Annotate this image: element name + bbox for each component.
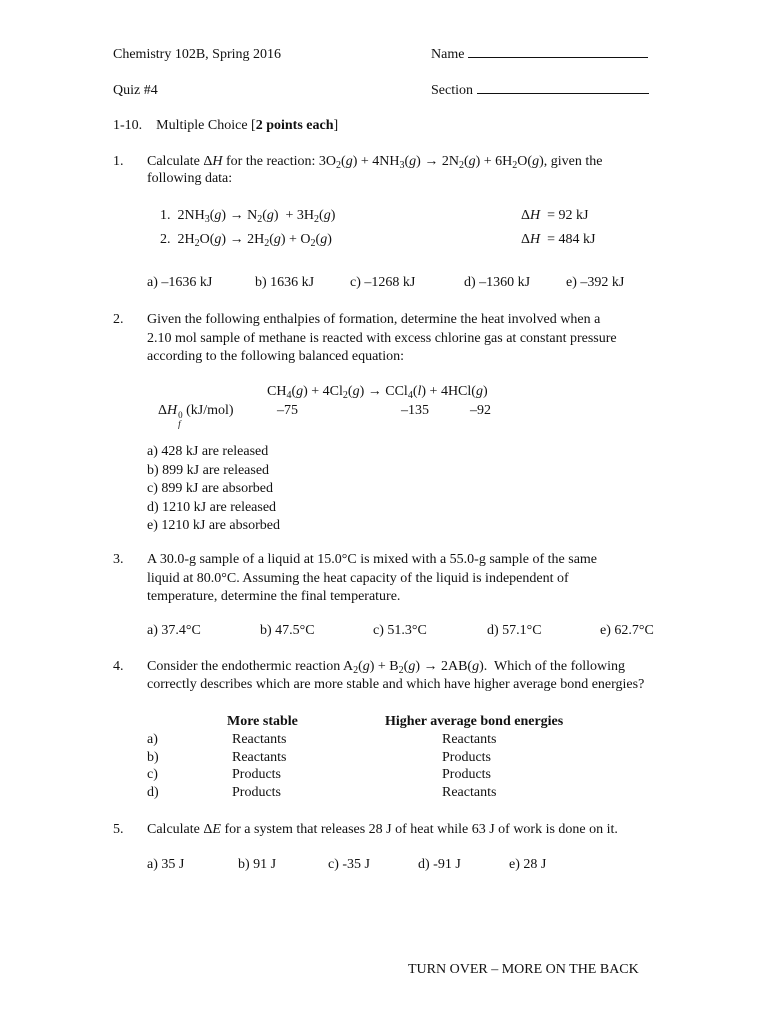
q4-row-stable: Reactants — [232, 732, 287, 747]
q4-labels — [147, 731, 159, 801]
section-label: Section — [431, 83, 473, 98]
q2-choice-e: e) 1210 kJ are absorbed — [147, 518, 280, 533]
q2-value-ccl4: –135 — [401, 403, 429, 418]
q4-row-energy: Products — [442, 767, 491, 782]
q2-line: 2.10 mol sample of methane is reacted with excess chlorine gas at constant pressure — [147, 330, 617, 346]
q2-line: Given the following enthalpies of formation, determine the heat involved when a — [147, 312, 601, 327]
q4-row-energy: Products — [442, 749, 491, 765]
q3-line: A 30.0-g sample of a liquid at 15.0°C is mixed with a 55.0-g sample of the same — [147, 552, 598, 567]
q4-number: 4. — [113, 659, 124, 674]
q3-choice-d: d) 57.1°C — [487, 623, 542, 638]
q2-choices — [147, 443, 280, 535]
q5-choice-c: c) -35 J — [328, 857, 370, 872]
q4-text-line1: Consider the endothermic reaction $A_2(g) + B_2(g) \to 2AB(g)$. Which of the following — [147, 659, 626, 676]
q1-number: 1. — [113, 154, 124, 169]
q4-row-stable: Products — [232, 767, 281, 782]
turn-over-note: TURN OVER – MORE ON THE BACK — [408, 962, 639, 977]
q2-choice-a: a) 428 kJ are released — [147, 444, 269, 459]
q3-choice-e: e) 62.7°C — [600, 623, 654, 638]
q3-line: temperature, determine the final temperature. — [147, 589, 401, 604]
instructions-range: 1-10. — [113, 118, 143, 133]
course-title: Chemistry 102B, Spring 2016 — [113, 47, 282, 62]
q2-text — [147, 311, 617, 366]
q3-choice-b: b) 47.5°C — [260, 623, 315, 638]
q5-choice-b: b) 91 J — [238, 857, 277, 872]
q4-header-stable: More stable — [227, 714, 298, 729]
q5-choice-e: e) 28 J — [509, 857, 547, 872]
q2-number: 2. — [113, 312, 124, 327]
q1-text-line2: following data: — [147, 171, 233, 186]
instructions-points: 2 points each — [255, 118, 334, 133]
q1-choice-c: c) –1268 kJ — [350, 275, 416, 290]
q3-choice-c: c) 51.3°C — [373, 623, 427, 638]
q4-row-label: d) — [147, 784, 159, 800]
name-label: Name — [431, 47, 465, 62]
q1-given-1: 1. $2NH_3(g) \to N_2(g) + 3H_2(g)$ — [160, 208, 336, 225]
q5-number: 5. — [113, 822, 124, 837]
q4-row-label: c) — [147, 767, 158, 782]
q1-choice-a: a) –1636 kJ — [147, 275, 213, 290]
name-blank — [468, 57, 648, 58]
q5-text: Calculate ΔE for a system that releases 28 J of heat while 63 J of work is done on it. — [147, 822, 618, 837]
q5-choice-a: a) 35 J — [147, 857, 185, 872]
q3-text — [147, 551, 597, 606]
q4-text-line2: correctly describes which are more stable and which have higher average bond energies? — [147, 677, 645, 692]
q4-row-energy: Reactants — [442, 784, 497, 800]
q1-given-2: 2. $2H_2O(g) \to 2H_2(g) + O_2(g)$ — [160, 232, 332, 249]
q3-line: liquid at 80.0°C. Assuming the heat capacity of the liquid is independent of — [147, 570, 569, 586]
q1-text-line1: Calculate ΔH for the reaction: $3O_2(g) + 4NH_3(g) \to 2N_2(g) + 6H_2O(g)$, given the — [147, 154, 603, 171]
q3-number: 3. — [113, 552, 124, 567]
q4-row-energy: Reactants — [442, 732, 497, 747]
q4-header-energy: Higher average bond energies — [385, 714, 564, 729]
q1-choice-b: b) 1636 kJ — [255, 275, 315, 290]
q2-value-hcl: –92 — [470, 403, 491, 418]
q1-given-2-dh: ΔH = 484 kJ — [521, 232, 596, 247]
q3-choice-a: a) 37.4°C — [147, 623, 201, 638]
q4-row-stable: Products — [232, 784, 281, 800]
instructions-text: Multiple Choice [ — [156, 118, 256, 133]
q1-given-1-dh: ΔH = 92 kJ — [521, 208, 589, 223]
section-field — [431, 82, 649, 100]
q5-choice-d: d) -91 J — [418, 857, 461, 872]
q2-equation: $CH_4(g) + 4Cl_2(g) \to CCl_4(l) + 4HCl(g)$ — [267, 384, 488, 401]
q4-row-stable: Reactants — [232, 749, 287, 765]
quiz-label: Quiz #4 — [113, 83, 158, 98]
q4-row-label: a) — [147, 732, 158, 747]
instructions — [113, 117, 338, 135]
section-blank — [477, 93, 649, 94]
q2-choice-b: b) 899 kJ are released — [147, 462, 270, 478]
q2-choice-c: c) 899 kJ are absorbed — [147, 481, 273, 496]
q1-choice-e: e) –392 kJ — [566, 275, 625, 290]
q4-row-label: b) — [147, 749, 159, 765]
q2-choice-d: d) 1210 kJ are released — [147, 499, 277, 515]
q1-choice-d: d) –1360 kJ — [464, 275, 531, 290]
q4-stable-col — [232, 731, 286, 801]
q2-line: according to the following balanced equation: — [147, 349, 404, 364]
q4-energy-col — [442, 731, 496, 801]
instructions-close: ] — [333, 118, 339, 133]
name-field — [431, 46, 648, 64]
q2-value-ch4: –75 — [277, 403, 298, 418]
q2-enthalpy-label: ΔH 0 f (kJ/mol) — [158, 403, 234, 429]
